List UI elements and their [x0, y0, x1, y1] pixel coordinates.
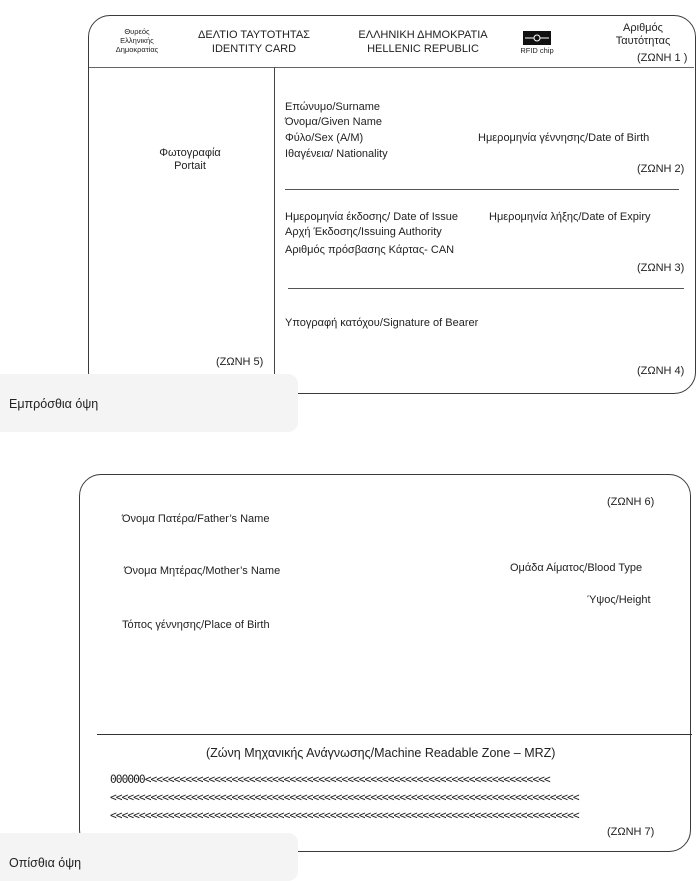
date-of-expiry-field: Ημερομηνία λήξης/Date of Expiry [489, 211, 651, 223]
place-of-birth-field: Τόπος γέννησης/Place of Birth [122, 619, 270, 631]
country-en: HELLENIC REPUBLIC [367, 43, 479, 55]
zone5-label: (ΖΩΝΗ 5) [216, 356, 264, 368]
mrz-line-2: <<<<<<<<<<<<<<<<<<<<<<<<<<<<<<<<<<<<<<<<<<<<<<<<<<<<<<<<<<<<<<<<<<<<<<<<<<<<<<<<< [110, 791, 579, 804]
zone6-label: (ΖΩΝΗ 6) [607, 496, 655, 508]
photo-label-en: Portait [174, 160, 206, 172]
back-caption: Οπίσθια όψη [9, 856, 82, 870]
emblem-line: Δημοκρατίας [115, 45, 159, 54]
doc-title [188, 29, 320, 55]
doc-title-gr: ΔΕΛΤΙΟ ΤΑΥΤΟΤΗΤΑΣ [198, 29, 310, 41]
date-of-issue-field: Ημερομηνία έκδοσης/ Date of Issue [285, 211, 459, 223]
mrz-title: (Ζώνη Μηχανικής Ανάγνωσης/Machine Readable Zone – MRZ) [206, 746, 556, 760]
can-field: Αριθμός πρόσβασης Κάρτας- CAN [285, 244, 455, 256]
front-caption: Εμπρόσθια όψη [9, 397, 99, 411]
id-number-line1: Αριθμός [623, 22, 663, 34]
photo-divider [274, 67, 275, 377]
zone3-label: (ΖΩΝΗ 3) [637, 262, 685, 274]
emblem-line: Θυρεός [124, 27, 150, 36]
nationality-field: Ιθαγένεια/ Nationality [285, 148, 388, 160]
country-name [350, 29, 496, 55]
date-of-birth-field: Ημερομηνία γέννησης/Date of Birth [478, 132, 650, 144]
rfid-chip [515, 31, 559, 55]
surname-field: Επώνυμο/Surname [285, 101, 381, 113]
photo-label-gr: Φωτογραφία [159, 147, 221, 159]
emblem-line: Ελληνικής [120, 36, 154, 45]
height-field: Ύψος/Height [587, 594, 651, 606]
id-number-label [598, 22, 688, 47]
chip-icon [523, 31, 551, 45]
header-divider [89, 67, 694, 68]
zone7-label: (ΖΩΝΗ 7) [607, 826, 655, 838]
country-gr: ΕΛΛΗΝΙΚΗ ΔΗΜΟΚΡΑΤΙΑ [358, 29, 488, 41]
issuing-authority-field: Αρχή Έκδοσης/Issuing Authority [285, 226, 442, 238]
signature-field: Υπογραφή κατόχου/Signature of Bearer [285, 317, 479, 329]
zone3-divider [288, 288, 684, 289]
fathers-name-field: Όνομα Πατέρα/Father’s Name [122, 513, 270, 525]
blood-type-field: Ομάδα Αίματος/Blood Type [510, 562, 643, 574]
id-number-line2: Ταυτότητας [615, 35, 671, 47]
zone4-label: (ΖΩΝΗ 4) [637, 365, 685, 377]
mrz-divider [97, 734, 692, 735]
mothers-name-field: Όνομα Μητέρας/Mother’s Name [124, 565, 281, 577]
zone2-label: (ΖΩΝΗ 2) [637, 163, 685, 175]
photo-placeholder [140, 147, 240, 172]
zone2-divider [285, 189, 679, 190]
mrz-line-1: 000000<<<<<<<<<<<<<<<<<<<<<<<<<<<<<<<<<<<<<<<<<<<<<<<<<<<<<<<<<<<<<<<<<<<<<< [110, 773, 550, 786]
zone1-label: (ΖΩΝΗ 1 ) [637, 52, 688, 64]
doc-title-en: IDENTITY CARD [211, 43, 297, 55]
mrz-line-3: <<<<<<<<<<<<<<<<<<<<<<<<<<<<<<<<<<<<<<<<<<<<<<<<<<<<<<<<<<<<<<<<<<<<<<<<<<<<<<<<< [110, 809, 579, 822]
given-name-field: Όνομα/Given Name [285, 116, 383, 128]
sex-field: Φύλο/Sex (Α/Μ) [285, 132, 364, 144]
emblem-text [108, 27, 166, 54]
front-card [88, 15, 696, 394]
chip-label: RFID chip [520, 46, 554, 55]
